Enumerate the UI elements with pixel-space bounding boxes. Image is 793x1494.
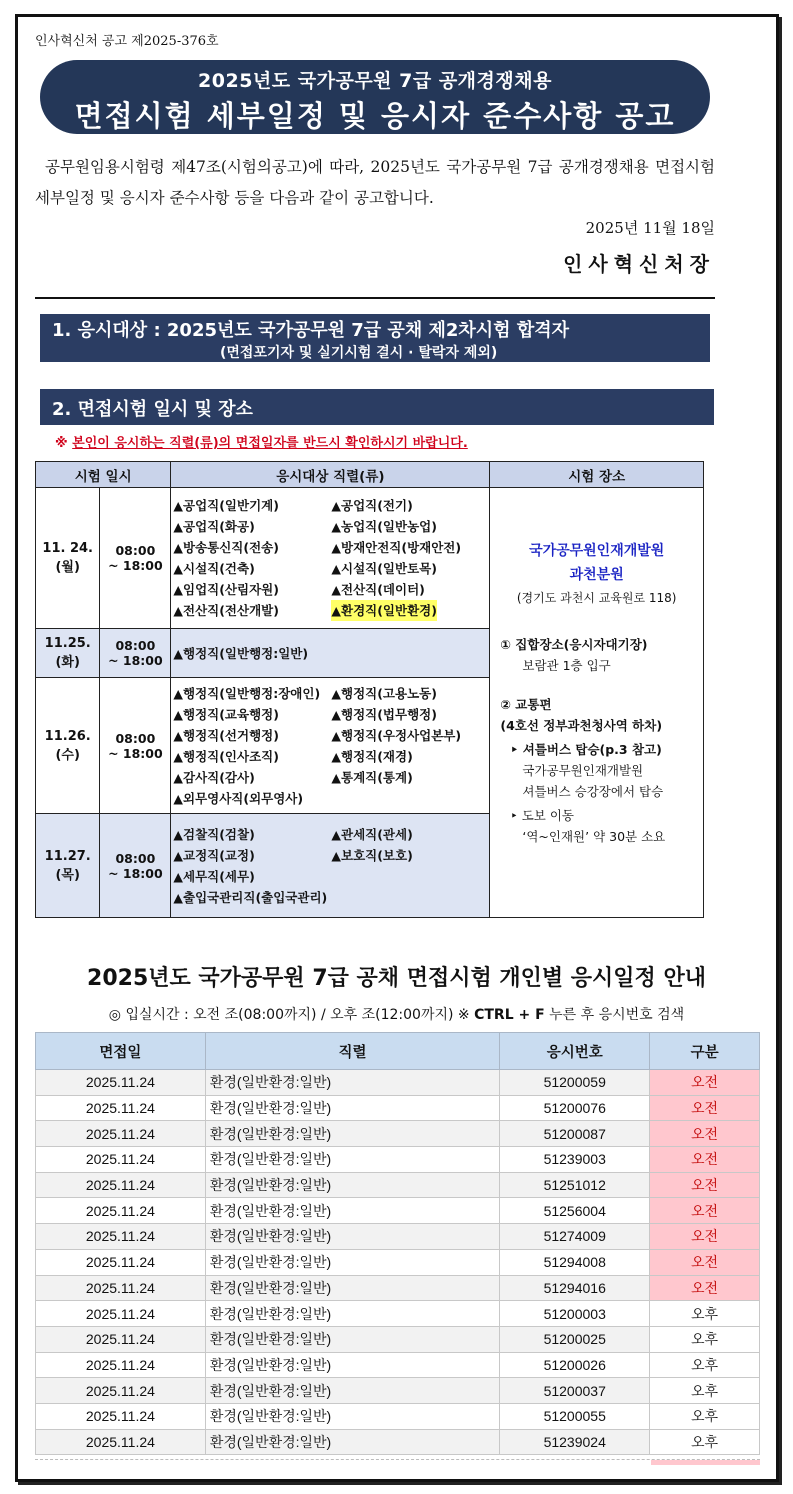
schedule-header-datetime: 시험 일시 [36, 462, 171, 488]
row-date: 2025.11.24 [36, 1095, 206, 1121]
row-number: 51251012 [500, 1172, 650, 1198]
table-row [36, 1403, 760, 1429]
row-job: 환경(일반환경:일반) [205, 1429, 500, 1455]
row-job: 환경(일반환경:일반) [205, 1095, 500, 1121]
row-session: 오전 [650, 1198, 760, 1224]
row-job: 환경(일반환경:일반) [205, 1249, 500, 1275]
row-session: 오후 [650, 1429, 760, 1455]
row-job: 환경(일반환경:일반) [205, 1147, 500, 1173]
venue-name-branch: 과천분원 [569, 567, 624, 583]
row-job: 환경(일반환경:일반) [205, 1172, 500, 1198]
row-job: 환경(일반환경:일반) [205, 1275, 500, 1301]
row-session: 오후 [650, 1301, 760, 1327]
bus-detail-2: 셔틀버스 승강장에서 탑승 [522, 784, 664, 799]
row-session: 오후 [650, 1326, 760, 1352]
row-job: 환경(일반환경:일반) [205, 1326, 500, 1352]
bus-detail-1: 국가공무원인재개발원 [522, 763, 644, 778]
schedule-date: 11.27. (목) [36, 814, 100, 918]
row-number: 51239003 [500, 1147, 650, 1173]
table-row [36, 1121, 760, 1147]
schedule-jobs: ▲행정직(일반행정:일반) [171, 629, 490, 678]
title-line2: 면접시험 세부일정 및 응시자 준수사항 공고 [74, 99, 676, 133]
schedule-date: 11. 24. (월) [36, 488, 100, 629]
schedule-header-jobs: 응시대상 직렬(류) [171, 462, 490, 488]
table-row [36, 1301, 760, 1327]
transport-line: (4호선 정부과천청사역 하차) [500, 718, 663, 733]
row-job: 환경(일반환경:일반) [205, 1352, 500, 1378]
row-session: 오전 [650, 1121, 760, 1147]
row-session: 오전 [650, 1172, 760, 1198]
row-number: 51200055 [500, 1403, 650, 1429]
table-row [36, 1352, 760, 1378]
row-number: 51200003 [500, 1301, 650, 1327]
divider [35, 297, 715, 299]
section2-heading: 2. 면접시험 일시 및 장소 [52, 399, 253, 420]
announcement-date: 2025년 11월 18일 [585, 219, 715, 237]
row-job: 환경(일반환경:일반) [205, 1198, 500, 1224]
row-number: 51200087 [500, 1121, 650, 1147]
section1-heading-box [40, 314, 710, 362]
row-date: 2025.11.24 [36, 1224, 206, 1250]
row-session: 오전 [650, 1147, 760, 1173]
individual-schedule-subtitle: ◎ 입실시간 : 오전 조(08:00까지) / 오후 조(12:00까지) ※ CTRL + F 누른 후 응시번호 검색 [108, 1007, 685, 1023]
table-row [36, 1429, 760, 1455]
row-session: 오전 [650, 1095, 760, 1121]
transport-title: ② 교통편 [500, 697, 552, 712]
table-row [36, 1147, 760, 1173]
table-row [36, 1095, 760, 1121]
title-banner [40, 60, 710, 134]
row-job: 환경(일반환경:일반) [205, 1301, 500, 1327]
applicant-table [35, 1032, 760, 1455]
header-job: 직렬 [205, 1033, 500, 1070]
header-number: 응시번호 [500, 1033, 650, 1070]
row-number: 51200026 [500, 1352, 650, 1378]
row-job: 환경(일반환경:일반) [205, 1403, 500, 1429]
row-date: 2025.11.24 [36, 1198, 206, 1224]
highlighted-job: ▲환경직(일반환경) [331, 600, 437, 621]
schedule-jobs: ▲검찰직(검찰) ▲관세직(관세) ▲교정직(교정) ▲보호직(보호) ▲세무직(세무) ▲출입국관리직(출입국관리) [171, 814, 490, 918]
table-row [36, 1378, 760, 1404]
row-date: 2025.11.24 [36, 1403, 206, 1429]
row-date: 2025.11.24 [36, 1301, 206, 1327]
table-row [36, 1198, 760, 1224]
table-row [36, 1326, 760, 1352]
row-job: 환경(일반환경:일반) [205, 1378, 500, 1404]
schedule-jobs: ▲공업직(일반기계) ▲공업직(전기) ▲공업직(화공) ▲농업직(일반농업) ▲방송통신직(전송) ▲방재안전직(방재안전) ▲시설직(건축) ▲시설직(일반토목) ▲임업직(산림자원) ▲전산직(데이터) ▲전산직(전산개발) ▲환경직(일반환경) [171, 488, 490, 629]
table-row [36, 1224, 760, 1250]
page-cut-edge [35, 1459, 760, 1466]
row-session: 오후 [650, 1352, 760, 1378]
walk-detail: ‘역~인재원’ 약 30분 소요 [522, 829, 666, 844]
row-session: 오전 [650, 1224, 760, 1250]
row-date: 2025.11.24 [36, 1275, 206, 1301]
row-date: 2025.11.24 [36, 1352, 206, 1378]
row-number: 51200025 [500, 1326, 650, 1352]
bus-title: ‣ 셔틀버스 탑승(p.3 참고) [510, 742, 662, 757]
individual-schedule-title: 2025년도 국가공무원 7급 공채 면접시험 개인별 응시일정 안내 [87, 966, 706, 991]
applicant-header-row [36, 1033, 760, 1070]
schedule-date: 11.25. (화) [36, 629, 100, 678]
section2-heading-box [40, 389, 714, 425]
row-number: 51200037 [500, 1378, 650, 1404]
row-date: 2025.11.24 [36, 1172, 206, 1198]
row-date: 2025.11.24 [36, 1249, 206, 1275]
schedule-jobs: ▲행정직(일반행정:장애인) ▲행정직(고용노동) ▲행정직(교육행정) ▲행정직(법무행정) ▲행정직(선거행정) ▲행정직(우정사업본부) ▲행정직(인사조직) ▲행정직(재경) ▲감사직(감사) ▲통계직(통계) ▲외무영사직(외무영사) [171, 678, 490, 814]
row-date: 2025.11.24 [36, 1378, 206, 1404]
venue-address: (경기도 과천시 교육원로 118) [516, 591, 677, 605]
header-session: 구분 [650, 1033, 760, 1070]
row-job: 환경(일반환경:일반) [205, 1224, 500, 1250]
row-date: 2025.11.24 [36, 1121, 206, 1147]
row-number: 51274009 [500, 1224, 650, 1250]
schedule-time: 08:00 ~ 18:00 [100, 814, 171, 918]
row-job: 환경(일반환경:일반) [205, 1121, 500, 1147]
schedule-date: 11.26. (수) [36, 678, 100, 814]
table-row [36, 1249, 760, 1275]
row-number: 51294008 [500, 1249, 650, 1275]
gather-title: ① 집합장소(응시자대기장) [500, 637, 648, 652]
notice-number: 인사혁신처 공고 제2025-376호 [35, 34, 219, 49]
section1-heading: 1. 응시대상 : 2025년도 국가공무원 7급 공채 제2차시험 합격자 [52, 320, 569, 341]
table-row [36, 1070, 760, 1096]
venue-name: 국가공무원인재개발원 [529, 543, 665, 559]
schedule-header-row [36, 462, 704, 488]
row-session: 오전 [650, 1070, 760, 1096]
table-row [36, 1275, 760, 1301]
warning-text: ※ 본인이 응시하는 직렬(류)의 면접일자를 반드시 확인하시기 바랍니다. [55, 436, 468, 451]
row-number: 51294016 [500, 1275, 650, 1301]
row-date: 2025.11.24 [36, 1147, 206, 1173]
section1-note: (면접포기자 및 실기시험 결시 · 탈락자 제외) [220, 345, 498, 361]
row-date: 2025.11.24 [36, 1429, 206, 1455]
row-session: 오전 [650, 1249, 760, 1275]
row-number: 51239024 [500, 1429, 650, 1455]
schedule-row [36, 488, 704, 629]
row-date: 2025.11.24 [36, 1326, 206, 1352]
row-number: 51200059 [500, 1070, 650, 1096]
schedule-table [35, 461, 704, 918]
gather-detail: 보람관 1층 입구 [522, 658, 611, 673]
schedule-header-venue: 시험 장소 [490, 462, 704, 488]
row-number: 51256004 [500, 1198, 650, 1224]
title-line1: 2025년도 국가공무원 7급 공개경쟁채용 [198, 70, 552, 92]
row-job: 환경(일반환경:일반) [205, 1070, 500, 1096]
header-date: 면접일 [36, 1033, 206, 1070]
table-row [36, 1172, 760, 1198]
row-date: 2025.11.24 [36, 1070, 206, 1096]
row-session: 오후 [650, 1403, 760, 1429]
schedule-time: 08:00 ~ 18:00 [100, 629, 171, 678]
walk-title: ‣ 도보 이동 [510, 808, 574, 823]
row-session: 오전 [650, 1275, 760, 1301]
signer: 인사혁신처장 [563, 252, 715, 276]
row-session: 오후 [650, 1378, 760, 1404]
schedule-time: 08:00 ~ 18:00 [100, 678, 171, 814]
intro-paragraph: 공무원임용시험령 제47조(시험의공고)에 따라, 2025년도 국가공무원 7급 공개경쟁채용 면접시험 세부일정 및 응시자 준수사항 등을 다음과 같이 공고합니다. [35, 158, 715, 207]
row-number: 51200076 [500, 1095, 650, 1121]
schedule-time: 08:00 ~ 18:00 [100, 488, 171, 629]
venue-cell [490, 488, 704, 918]
